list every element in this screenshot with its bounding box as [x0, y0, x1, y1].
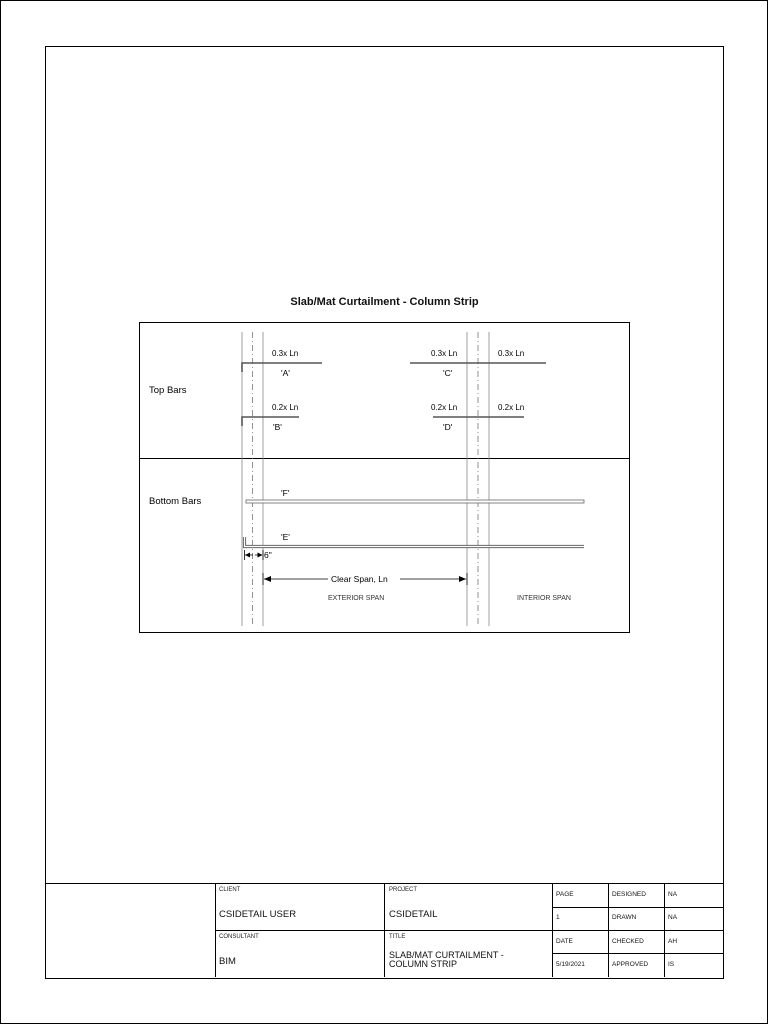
bar-mark-d: 'D' — [443, 422, 453, 432]
length-label-b: 0.2x Ln — [272, 403, 299, 412]
bar-b — [242, 417, 299, 426]
length-label-a: 0.3x Ln — [272, 349, 299, 358]
designed-label: DESIGNED — [612, 891, 646, 898]
drawing-title: Slab/Mat Curtailment - Column Strip — [290, 296, 479, 308]
date-value: 5/19/2021 — [556, 961, 585, 968]
bar-mark-e: 'E' — [281, 532, 290, 542]
page-value: 1 — [556, 914, 560, 921]
project-label: PROJECT — [389, 887, 418, 893]
bar-mark-b: 'B' — [273, 422, 282, 432]
length-label-c-left: 0.3x Ln — [431, 349, 458, 358]
title-value — [389, 951, 549, 969]
consultant-value: BIM — [219, 956, 236, 967]
length-label-c-right: 0.3x Ln — [498, 349, 525, 358]
client-label: CLIENT — [219, 887, 241, 893]
bar-f — [246, 500, 584, 503]
drawn-label: DRAWN — [612, 914, 637, 921]
exterior-span-label: EXTERIOR SPAN — [328, 595, 385, 602]
bar-e — [245, 537, 585, 547]
length-label-d-right: 0.2x Ln — [498, 403, 525, 412]
page-label: PAGE — [556, 891, 574, 898]
approved-label: APPROVED — [612, 961, 649, 968]
bar-mark-c: 'C' — [443, 368, 453, 378]
diagram-frame — [140, 323, 630, 633]
top-bars-label: Top Bars — [149, 385, 187, 396]
length-label-d-left: 0.2x Ln — [431, 403, 458, 412]
bar-mark-a: 'A' — [281, 368, 290, 378]
title-value-line2: COLUMN STRIP — [389, 959, 458, 969]
designed-value: NA — [668, 891, 678, 898]
project-value: CSIDETAIL — [389, 909, 438, 920]
interior-span-label: INTERIOR SPAN — [517, 595, 571, 602]
drawn-value: NA — [668, 914, 678, 921]
checked-label: CHECKED — [612, 938, 644, 945]
bottom-bars-label: Bottom Bars — [149, 496, 202, 507]
checked-value: AH — [668, 938, 678, 945]
client-value: CSIDETAIL USER — [219, 909, 297, 920]
date-label: DATE — [556, 938, 573, 945]
dimension-6in-label: 6" — [264, 550, 272, 560]
approved-value: IS — [668, 961, 675, 968]
title-label: TITLE — [389, 934, 406, 940]
title-value-line1: SLAB/MAT CURTAILMENT - — [389, 950, 504, 960]
bar-mark-f: 'F' — [281, 488, 290, 498]
clear-span-label: Clear Span, Ln — [331, 574, 388, 584]
consultant-label: CONSULTANT — [219, 934, 259, 940]
